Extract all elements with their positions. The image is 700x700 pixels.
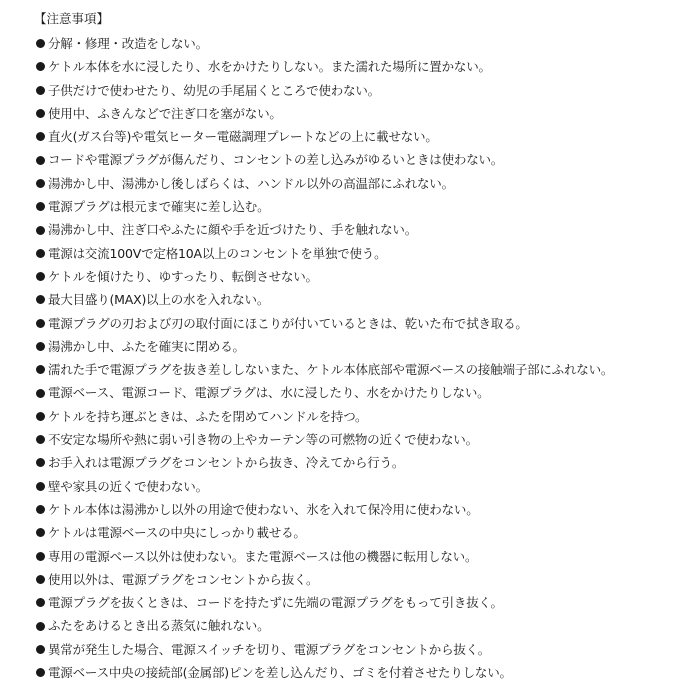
notice-item	[28, 568, 696, 591]
bullet-icon	[36, 552, 45, 561]
notice-item-text: 湯沸かし中、ふたを確実に閉める。	[48, 338, 245, 354]
notice-item-text: 最大目盛り(MAX)以上の水を入れない。	[48, 292, 270, 308]
bullet-icon	[36, 132, 45, 141]
notice-item	[28, 475, 696, 498]
bullet-icon	[36, 179, 45, 188]
notice-item-text: ケトルは電源ベースの中央にしっかり載せる。	[48, 525, 306, 541]
bullet-icon	[36, 109, 45, 118]
bullet-icon	[36, 598, 45, 607]
notice-item	[28, 288, 696, 311]
notice-title: 【注意事項】	[34, 11, 110, 26]
notice-item-text: 専用の電源ベース以外は使わない。また電源ベースは他の機器に転用しない。	[48, 548, 478, 564]
notice-item-text: 異常が発生した場合、電源スイッチを切り、電源プラグをコンセントから抜く。	[48, 641, 491, 657]
notice-item	[28, 405, 696, 428]
notice-item-text: 使用中、ふきんなどで注ぎ口を塞がない。	[48, 105, 282, 121]
notice-item	[28, 172, 696, 195]
bullet-icon	[36, 226, 45, 235]
notice-item	[28, 32, 696, 55]
notice-item-text: 濡れた手で電源プラグを抜き差ししないまた、ケトル本体底部や電源ベースの接触端子部にふれない。	[48, 362, 614, 378]
bullet-icon	[36, 249, 45, 258]
notice-item	[28, 661, 696, 684]
notice-item-text: 湯沸かし中、湯沸かし後しばらくは、ハンドル以外の高温部にふれない。	[48, 175, 454, 191]
notice-item	[28, 242, 696, 265]
notice-item-text: ケトル本体を水に浸したり、水をかけたりしない。また濡れた場所に置かない。	[48, 59, 491, 75]
notice-item	[28, 148, 696, 171]
notice-item	[28, 218, 696, 241]
bullet-icon	[36, 319, 45, 328]
bullet-icon	[36, 365, 45, 374]
bullet-icon	[36, 412, 45, 421]
notice-item-text: 湯沸かし中、注ぎ口やふたに顔や手を近づけたり、手を触れない。	[48, 222, 418, 238]
notice-item	[28, 335, 696, 358]
bullet-icon	[36, 505, 45, 514]
bullet-icon	[36, 156, 45, 165]
notice-item-text: お手入れは電源プラグをコンセントから抜き、冷えてから行う。	[48, 455, 405, 471]
notice-item	[28, 451, 696, 474]
bullet-icon	[36, 389, 45, 398]
bullet-icon	[36, 458, 45, 467]
notice-item	[28, 521, 696, 544]
notice-item-text: ケトル本体は湯沸かし以外の用途で使わない、氷を入れて保冷用に使わない。	[48, 501, 479, 517]
bullet-icon	[36, 668, 45, 677]
bullet-icon	[36, 575, 45, 584]
notice-item-text: 電源ベース中央の接続部(金属部)ピンを差し込んだり、ゴミを付着させたりしない。	[48, 665, 512, 681]
bullet-icon	[36, 272, 45, 281]
notice-item	[28, 381, 696, 404]
bullet-icon	[36, 645, 45, 654]
notice-item	[28, 638, 696, 661]
notice-section	[28, 9, 696, 684]
notice-list	[28, 32, 696, 684]
bullet-icon	[36, 202, 45, 211]
bullet-icon	[36, 622, 45, 631]
notice-item-text: 電源は交流100Vで定格10A以上のコンセントを単独で使う。	[48, 245, 387, 261]
notice-item-text: 電源プラグを抜くときは、コードを持たずに先端の電源プラグをもって引き抜く。	[48, 595, 503, 611]
notice-item-text: ケトルを傾けたり、ゆすったり、転倒させない。	[48, 268, 318, 284]
bullet-icon	[36, 39, 45, 48]
notice-item	[28, 498, 696, 521]
bullet-icon	[36, 86, 45, 95]
notice-item	[28, 312, 696, 335]
notice-item-text: 電源プラグは根元まで確実に差し込む。	[48, 199, 270, 215]
bullet-icon	[36, 62, 45, 71]
notice-item	[28, 195, 696, 218]
bullet-icon	[36, 342, 45, 351]
notice-item-text: 電源ベース、電源コード、電源プラグは、水に浸したり、水をかけたりしない。	[48, 385, 490, 401]
notice-item	[28, 125, 696, 148]
bullet-icon	[36, 482, 45, 491]
bullet-icon	[36, 295, 45, 304]
notice-item	[28, 102, 696, 125]
notice-item	[28, 591, 696, 614]
notice-item-text: ふたをあけるとき出る蒸気に触れない。	[48, 618, 270, 634]
notice-item-text: 電源プラグの刃および刃の取付面にほこりが付いているときは、乾いた布で拭き取る。	[48, 315, 528, 331]
notice-item	[28, 614, 696, 637]
notice-item	[28, 358, 696, 381]
notice-item	[28, 79, 696, 102]
notice-item	[28, 265, 696, 288]
bullet-icon	[36, 435, 45, 444]
notice-item-text: ケトルを持ち運ぶときは、ふたを閉めてハンドルを持つ。	[48, 408, 368, 424]
notice-item-text: コードや電源プラグが傷んだり、コンセントの差し込みがゆるいときは使わない。	[48, 152, 504, 168]
notice-item-text: 不安定な場所や熱に弱い引き物の上やカーテン等の可燃物の近くで使わない。	[48, 432, 478, 448]
notice-item	[28, 55, 696, 78]
notice-item-text: 分解・修理・改造をしない。	[48, 36, 208, 51]
notice-item	[28, 428, 696, 451]
notice-item-text: 直火(ガス台等)や電気ヒーター電磁調理プレートなどの上に載せない。	[48, 129, 438, 145]
bullet-icon	[36, 528, 45, 537]
notice-item	[28, 545, 696, 568]
notice-item-text: 壁や家具の近くで使わない。	[48, 478, 208, 494]
notice-item-text: 子供だけで使わせたり、幼児の手尾届くところで使わない。	[48, 82, 380, 98]
notice-item-text: 使用以外は、電源プラグをコンセントから抜く。	[48, 571, 319, 587]
